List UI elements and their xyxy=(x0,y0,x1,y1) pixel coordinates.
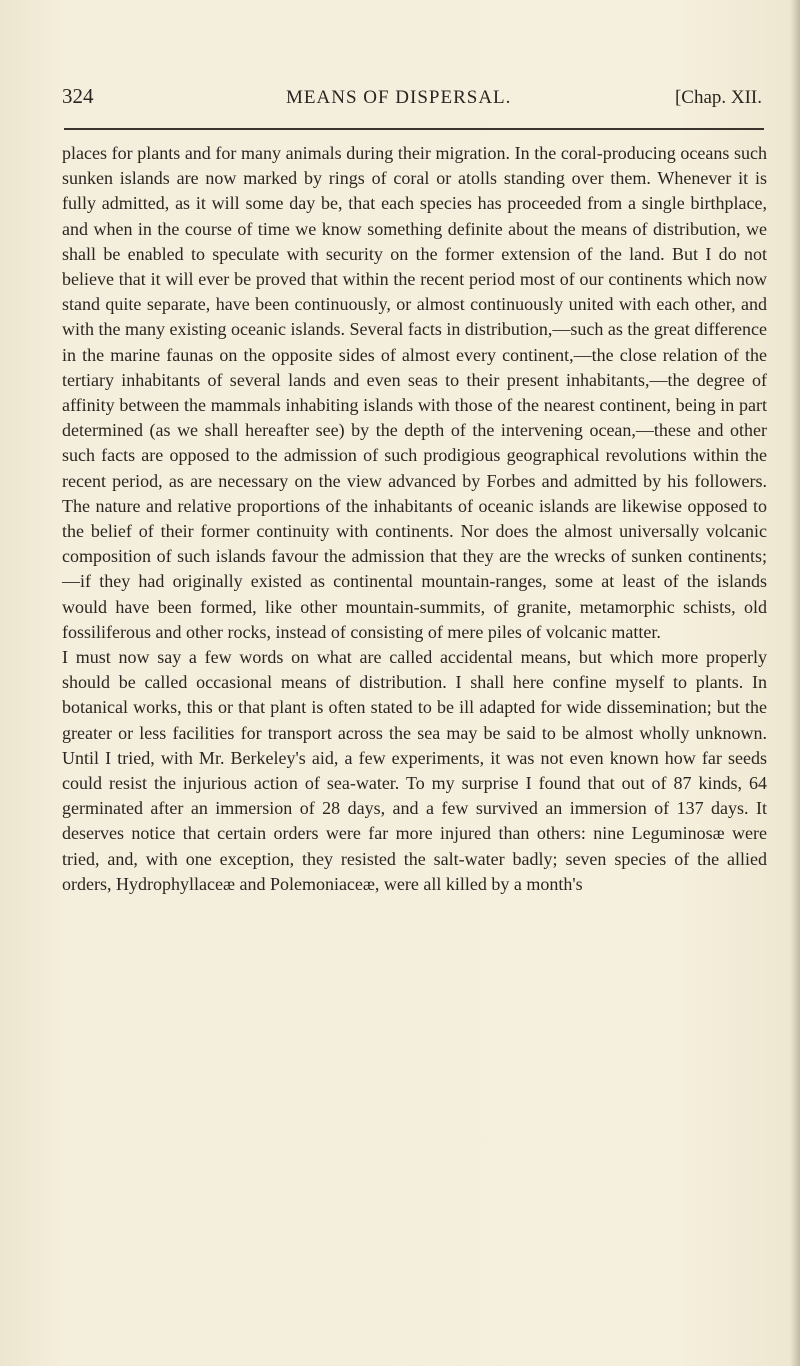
running-title: MEANS OF DISPERSAL. xyxy=(286,87,512,108)
page-number: 324 xyxy=(62,84,94,108)
body-text xyxy=(62,141,767,897)
paragraph-2: I must now say a few words on what are called accidental means, but which more properly should be called occasional means of distribution. I shall here confine myself to plants. In botanical works, this or that plant is often stated to be ill adapted for wide dissemination; but the greater or less facilities for transport across the sea may be said to be almost wholly unknown. Until I tried, with Mr. Berkeley's aid, a few experiments, it was not even known how far seeds could resist the injurious action of sea-water. To my surprise I found that out of 87 kinds, 64 germinated after an immersion of 28 days, and a few survived an immersion of 137 days. It deserves notice that certain orders were far more injured than others: nine Leguminosæ were tried, and, with one exception, they resisted the salt-water badly; seven species of the allied orders, Hydrophyllaceæ and Polemoniaceæ, were all killed by a month's xyxy=(62,647,767,894)
page-header xyxy=(62,84,762,114)
header-rule xyxy=(64,128,764,130)
paragraph-1: places for plants and for many animals during their migration. In the coral-producing oceans such sunken islands are now marked by rings of coral or atolls standing over them. Whenever it is fully admitted, as it will some day be, that each species has proceeded from a single birthplace, and when in the course of time we know something definite about the means of distribution, we shall be enabled to speculate with security on the former extension of the land. But I do not believe that it will ever be proved that within the recent period most of our continents which now stand quite separate, have been continuously, or almost continuously united with each other, and with the many existing oceanic islands. Several facts in distribution,—such as the great difference in the marine faunas on the opposite sides of almost every continent,—the close relation of the tertiary inhabitants of several lands and even seas to their present inhabitants,—the degree of affinity between the mammals inhabiting islands with those of the nearest continent, being in part determined (as we shall hereafter see) by the depth of the intervening ocean,—these and other such facts are opposed to the admission of such prodigious geographical revolutions within the recent period, as are necessary on the view advanced by Forbes and admitted by his followers. The nature and relative proportions of the inhabitants of oceanic islands are likewise opposed to the belief of their former continuity with continents. Nor does the almost universally volcanic composition of such islands favour the admission that they are the wrecks of sunken continents;—if they had originally existed as continental mountain-ranges, some at least of the islands would have been formed, like other mountain-summits, of granite, metamorphic schists, old fossiliferous and other rocks, instead of consisting of mere piles of volcanic matter. xyxy=(62,143,767,642)
page-edge-shadow xyxy=(790,0,800,1366)
chapter-reference: [Chap. XII. xyxy=(674,87,762,108)
